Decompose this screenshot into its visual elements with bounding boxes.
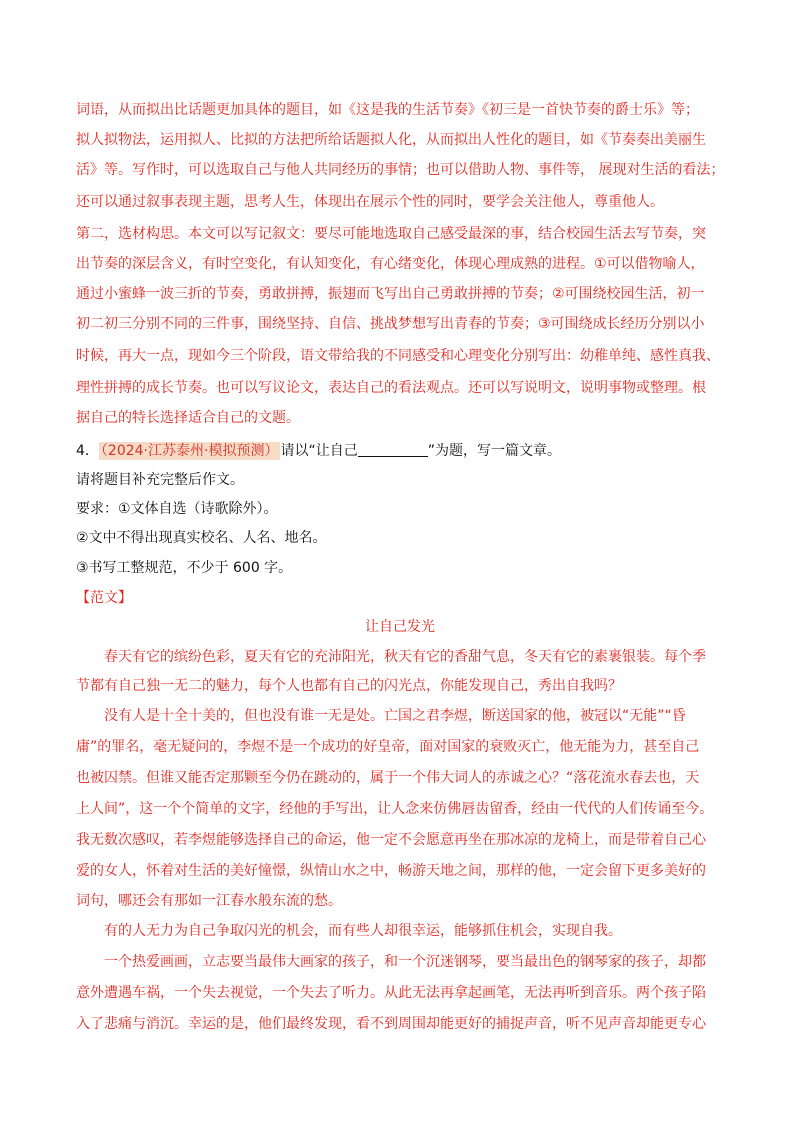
essay-p3-line: 有的人无力为自己争取闪光的机会，而有些人却很幸运，能够抓住机会，实现自我。 (104, 923, 622, 939)
essay-p4-line: 意外遭遇车祸，一个失去视觉，一个失去了听力。从此无法再拿起画笔，无法再听到音乐。两个孩子陷 (76, 985, 706, 1001)
essay-p1-line: 节都有自己独一无二的魅力，每个人也都有自己的闪光点，你能发现自己，秀出自我吗？ (76, 678, 622, 694)
question-number: 4． (76, 443, 99, 459)
guidance-line: 词语，从而拟出比话题更加具体的题目，如《这是我的生活节奏》《初三是一首快节奏的爵士乐》等； (76, 102, 699, 118)
sample-label: 【范文】 (76, 590, 132, 606)
guidance-line: 出节奏的深层含义，有时空变化，有认知变化，有心绪变化，体现心理成熟的进程。①可以借物喻人， (76, 256, 705, 272)
essay-p2-line: 没有人是十全十美的，但也没有谁一无是处。亡国之君李煜，断送国家的他，被冠以“无能”“昏 (104, 708, 686, 724)
requirement-1: 要求：①文体自选（诗歌除外）。 (76, 501, 278, 517)
essay-p2-line: 爱的女人，怀着对生活的美好憧憬，纵情山水之中，畅游天地之间，那样的他，一定会留下更多美好的 (76, 863, 706, 879)
guidance-line: 据自己的特长选择适合自己的文题。 (76, 410, 300, 426)
source-tag: （2024·江苏泰州·模拟预测） (100, 443, 279, 459)
guidance-line: 初二初三分别不同的三件事，围绕坚持、自信、挑战梦想写出青春的节奏；③可围绕成长经历分别以小 (76, 316, 705, 332)
guidance-line: 还可以通过叙事表现主题，思考人生，体现出在展示个性的同时，要学会关注他人，尊重他人。 (76, 194, 664, 210)
essay-p4-line: 一个热爱画画，立志要当最伟大画家的孩子，和一个沉迷钢琴，要当最出色的钢琴家的孩子，却都 (104, 954, 706, 970)
essay-p2-line: 庸”的罪名，毫无疑问的，李煜不是一个成功的好皇帝，面对国家的衰败灭亡，他无能为力，甚至自己 (76, 739, 700, 755)
essay-p4-line: 入了悲痛与消沉。幸运的是，他们最终发现，看不到周围却能更好的捕捉声音，听不见声音却能更专心 (76, 1016, 706, 1032)
essay-p2-line: 上人间”，这一个个简单的文字，经他的手写出，让人念来仿佛唇齿留香，经由一代代的人们传诵至今。 (76, 801, 714, 817)
essay-p2-line: 也被囚禁。但谁又能否定那颗至今仍在跳动的，属于一个伟大词人的赤诚之心？“落花流水春去也，天 (76, 770, 700, 786)
guidance-line: 活》等。写作时，可以选取自己与他人共同经历的事情；也可以借助人物、事件等， 展现对生活的看法； (76, 162, 725, 178)
requirement-3: ③书写工整规范，不少于 600 字。 (76, 560, 293, 576)
prompt-before: 请以“让自己 (280, 443, 358, 459)
requirement-2: ②文中不得出现真实校名、人名、地名。 (76, 530, 327, 546)
title-blank (358, 442, 428, 457)
guidance-line: 理性拼搏的成长节奏。也可以写议论文，表达自己的看法观点。还可以写说明文，说明事物或整理。根 (76, 380, 706, 396)
guidance-line: 通过小蜜蜂一波三折的节奏，勇敢拼搏，振翅而飞写出自己勇敢拼搏的节奏；②可围绕校园生活，初一 (76, 286, 705, 302)
essay-title: 让自己发光 (365, 619, 435, 635)
guidance-line: 拟人拟物法，运用拟人、比拟的方法把所给话题拟人化，从而拟出人性化的题目，如《节奏奏出美丽生 (76, 132, 706, 148)
instruction-text: 请将题目补充完整后作文。 (76, 472, 244, 488)
guidance-line: 第二，选材构思。本文可以写记叙文：要尽可能地选取自己感受最深的事，结合校园生活去写节奏，突 (76, 226, 706, 242)
prompt-after: ”为题，写一篇文章。 (427, 443, 561, 459)
essay-p2-line: 我无数次感叹，若李煜能够选择自己的命运，他一定不会愿意再坐在那冰凉的龙椅上，而是带着自己心 (76, 832, 706, 848)
essay-p2-line: 词句，哪还会有那如一江春水般东流的愁。 (76, 893, 342, 909)
essay-p1-line: 春天有它的缤纷色彩，夏天有它的充沛阳光，秋天有它的香甜气息，冬天有它的素裹银装。每个季 (104, 649, 706, 665)
guidance-line: 时候，再大一点，现如今三个阶段，语文带给我的不同感受和心理变化分别写出：幼稚单纯、感性真我、 (76, 348, 720, 364)
question-line (76, 441, 726, 461)
